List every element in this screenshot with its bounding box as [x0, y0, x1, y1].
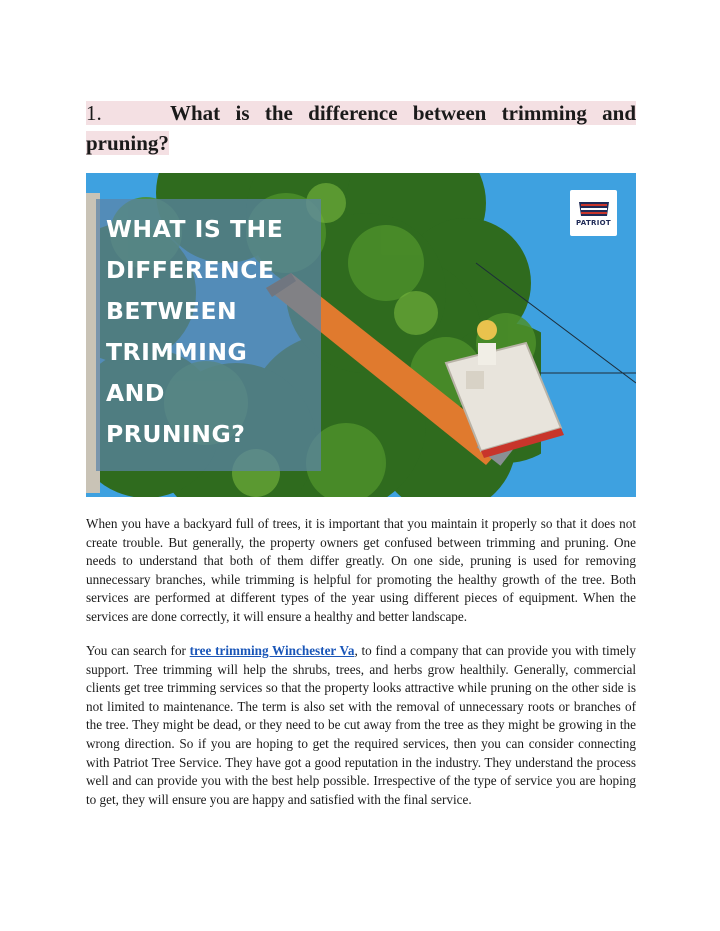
logo-text: PATRIOT	[576, 218, 611, 227]
hero-title-line: BETWEEN	[106, 297, 238, 325]
paragraph-search-body: , to find a company that can provide you with timely support. Tree trimming will help the shrubs, trees, and herbs grow healthily. Generally, commercial clients get tree trimming services so that the property looks attractive while pruning on the other side is not limited to maintenance. The term is also set with the removal of unnecessary roots or branches of the tree. They might be dead, or they need to be cut away from the tree as they might be growing in the wrong direction. So if you are hoping to get the required services, then you can consider connecting with Patriot Tree Service. They have got a good reputation in the industry. They understand the process well and can provide you with the best help possible. Irrespective of the type of service you are hoping to get, they will ensure you are happy and satisfied with the final service.	[86, 643, 636, 807]
hero-image	[86, 173, 636, 497]
paragraph-search-lead: You can search for	[86, 643, 190, 658]
heading-text: What is the difference between trimming and pruning?	[86, 101, 636, 155]
hero-title-line: WHAT IS THE	[106, 215, 284, 243]
tree-trimming-link[interactable]: tree trimming Winchester Va	[189, 643, 355, 658]
heading-number: 1.	[86, 101, 102, 125]
hero-title-line: AND	[106, 379, 165, 407]
hero-overlay-title	[106, 209, 316, 455]
paragraph-search	[86, 642, 636, 809]
paragraph-intro: When you have a backyard full of trees, it is important that you maintain it properly so that it does not create trouble. But generally, the property owners get confused between trimming and pruning. One needs to understand that both of them differ greatly. On one side, pruning is used for removing unnecessary branches, while trimming is helpful for promoting the healthy growth of the tree. Both services are performed at different types of the year using different pieces of equipment. When the services are done correctly, it will ensure a healthy and better landscape.	[86, 516, 636, 624]
hero-title-line: PRUNING?	[106, 420, 246, 448]
hero-title-line: DIFFERENCE	[106, 256, 275, 284]
patriot-logo	[570, 190, 617, 236]
heading-number-highlight	[86, 101, 170, 125]
flag-shield-icon	[577, 200, 611, 218]
section-heading	[86, 98, 636, 158]
hero-title-line: TRIMMING	[106, 338, 248, 366]
